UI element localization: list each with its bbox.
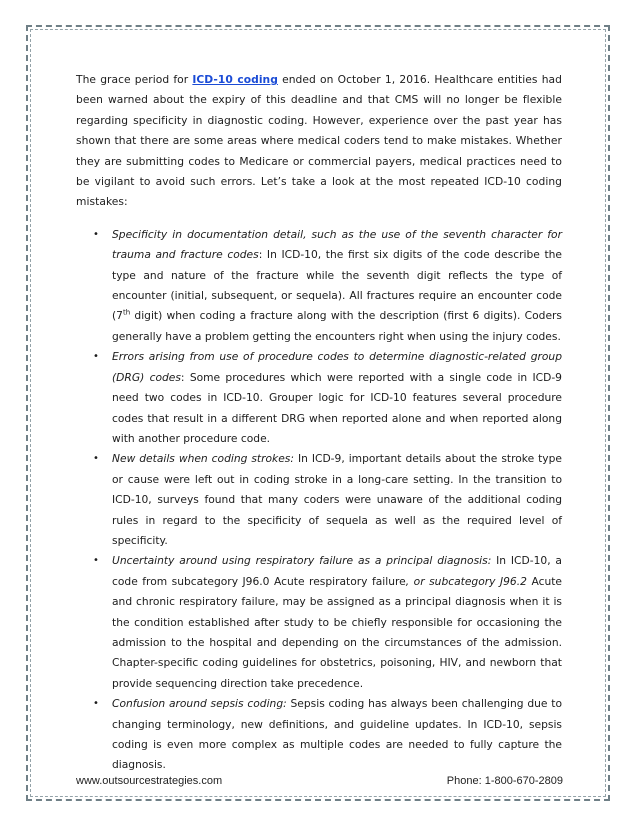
mistake-body-cont: Acute and chronic respiratory failure, may be assigned as a principal diagnosis when it is the condition established after study to be chiefly responsible for occasioning the admission to the hospital and depending on the circumstances of the admission. Chapter-specific coding guidelines for obstetrics, poisoning, HIV, and newborn that provide sequencing direction take precedence. [112, 574, 562, 690]
intro-text-start: The grace period for [76, 73, 193, 86]
mistake-title: Specificity in documentation detail, such as the use of the seventh character for trauma and fracture codes [112, 227, 562, 262]
list-item [93, 449, 562, 551]
bullet-icon: • [93, 698, 99, 710]
intro-text-rest: ended on October 1, 2016. Healthcare entities had been warned about the expiry of this deadline and that CMS will no longer be flexible regarding specificity in diagnostic coding. However, experience over the past year has shown that there are some areas where medical coders tend to make mistakes. Whether they are submitting codes to Medicare or commercial payers, medical practices need to be vigilant to avoid such errors. Let’s take a look at the most repeated ICD-10 coding mistakes: [76, 73, 562, 209]
bullet-icon: • [93, 555, 99, 567]
mistake-body: : Some procedures which were reported with a single code in ICD-9 need two codes in ICD-10. Grouper logic for ICD-10 features several procedure codes that result in a different DRG when reported alone and when reported along with another procedure code. [112, 370, 562, 445]
icd10-coding-link[interactable]: ICD-10 coding [192, 73, 278, 86]
mistake-title: New details when coding strokes: [112, 452, 294, 466]
mistakes-list [76, 225, 562, 776]
page-footer [76, 775, 563, 789]
mistake-body-cont: digit) when coding a fracture along with the description (first 6 digits). Coders generally have a problem getting the encounters right when using the injury codes. [112, 309, 562, 343]
mistake-title: Confusion around sepsis coding: [112, 697, 287, 711]
document-body [76, 70, 562, 776]
intro-paragraph [76, 70, 562, 213]
mistake-italic-fragment: , or subcategory J96.2 [405, 574, 527, 588]
bullet-icon: • [93, 228, 99, 240]
list-item [93, 225, 562, 347]
bullet-icon: • [93, 453, 99, 465]
superscript-th: th [122, 308, 131, 317]
footer-website: www.outsourcestrategies.com [76, 775, 223, 787]
footer-phone: Phone: 1-800-670-2809 [446, 775, 563, 787]
mistake-body: Sepsis coding has always been challenging due to changing terminology, new definitions, and guideline updates. In ICD-10, sepsis coding is even more complex as multiple codes are needed to fully capture the diagnosis. [112, 697, 562, 772]
mistake-body: In ICD-10, a code from subcategory J96.0 Acute respiratory failure [112, 554, 562, 588]
mistake-body: In ICD-9, important details about the stroke type or cause were left out in coding stroke in a long-care setting. In the transition to ICD-10, surveys found that many coders were unaware of the additional coding rules in regard to the specificity of sequela as well as the required level of specificity. [112, 452, 562, 547]
mistake-title: Errors arising from use of procedure codes to determine diagnostic-related group (DRG) codes [112, 350, 562, 384]
mistake-title: Uncertainty around using respiratory failure as a principal diagnosis: [112, 554, 492, 568]
mistake-body: : In ICD-10, the first six digits of the code describe the type and nature of the fracture while the seventh digit reflects the type of encounter (initial, subsequent, or sequela). All fractures require an encounter code (7 [112, 248, 562, 323]
list-item [93, 694, 562, 776]
list-item [93, 551, 562, 694]
list-item [93, 347, 562, 449]
bullet-icon: • [93, 351, 99, 363]
